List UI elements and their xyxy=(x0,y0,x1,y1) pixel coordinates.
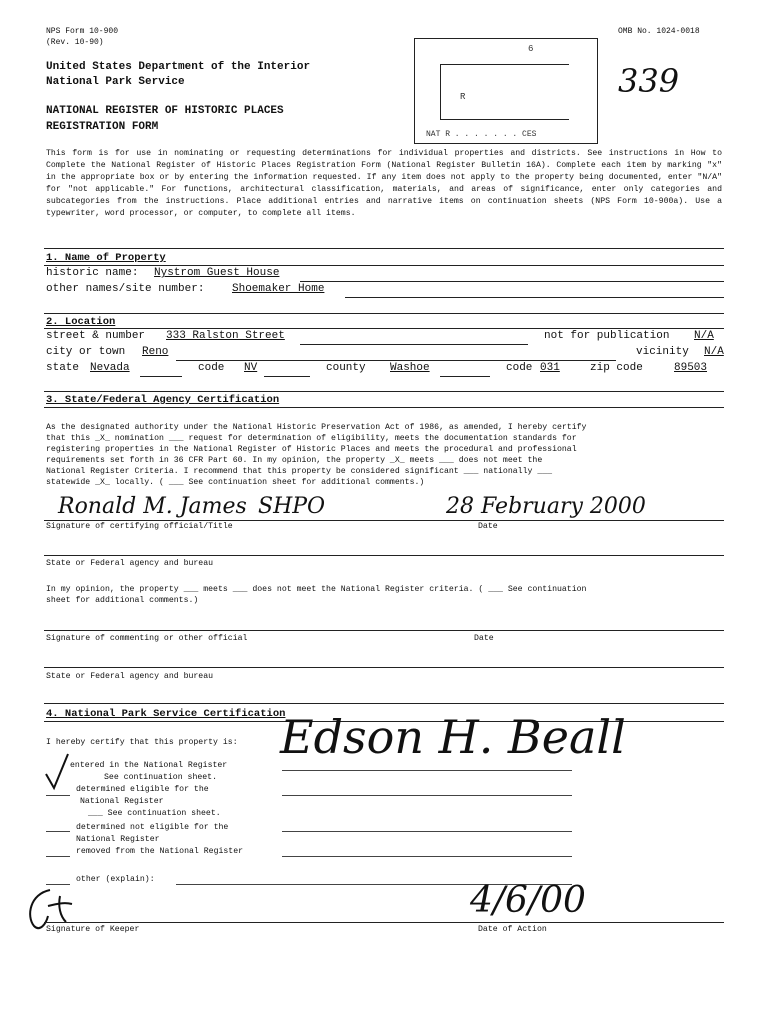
option-eligible-register: National Register xyxy=(80,797,164,806)
certification-line-3: registering properties in the National Register of Historic Places and meets the procedural and professional xyxy=(46,445,577,454)
stamp-bottom-text: NAT R . . . . . . . CES xyxy=(426,130,537,139)
agency-department: United States Department of the Interior xyxy=(46,61,311,73)
instructions-paragraph: This form is for use in nominating or requesting determinations for individual properties and districts. See instructions in How to Complete the National Register of Historic Places Registration Form (National Register Bulletin 16A). Complete each item by marking "x" in the appropriate box or by entering the information requested. If any item does not apply to the property being documented, enter "N/A" for "not applicable." For functions, architectural classification, materials, and areas of significance, enter only categories and subcategories from the instructions. Place additional entries and narrative items on continuation sheets (NPS Form 10-900a). Use a typewriter, word processor, or computer, to complete all items. xyxy=(46,149,722,218)
form-revision: (Rev. 10-90) xyxy=(46,38,104,47)
city-value[interactable]: Reno xyxy=(142,346,169,358)
county-code-value[interactable]: 031 xyxy=(540,362,560,374)
commenting-official-label: Signature of commenting or other official xyxy=(46,634,248,643)
opinion-line-2: sheet for additional comments.) xyxy=(46,596,199,605)
historic-name-value[interactable]: Nystrom Guest House xyxy=(154,267,280,279)
zip-value[interactable]: 89503 xyxy=(674,362,708,374)
county-code-label: code xyxy=(506,362,533,374)
certification-line-6: statewide _X_ locally. ( ___ See continuation sheet for additional comments.) xyxy=(46,478,425,487)
option-eligible-continuation: ___ See continuation sheet. xyxy=(88,809,221,818)
keeper-signature: Edson H. Beall xyxy=(280,710,626,764)
option-eligible: determined eligible for the xyxy=(76,785,209,794)
state-value[interactable]: Nevada xyxy=(90,362,130,374)
form-title: NATIONAL REGISTER OF HISTORIC PLACES xyxy=(46,105,284,117)
state-code-value[interactable]: NV xyxy=(244,362,258,374)
historic-name-label: historic name: xyxy=(46,267,139,279)
vicinity-value[interactable]: N/A xyxy=(704,346,724,358)
commenting-date-label: Date xyxy=(474,634,494,643)
nps-certify-text: I hereby certify that this property is: xyxy=(46,738,238,747)
date-of-action-label: Date of Action xyxy=(478,925,547,934)
stamp-top-text: 6 xyxy=(528,44,534,54)
city-label: city or town xyxy=(46,346,126,358)
option-other: other (explain): xyxy=(76,875,155,884)
date-of-action-value: 4/6/00 xyxy=(470,880,586,921)
section4-heading: 4. National Park Service Certification xyxy=(46,708,286,720)
section1-heading: 1. Name of Property xyxy=(46,252,166,264)
other-names-value[interactable]: Shoemaker Home xyxy=(232,283,325,295)
option-not-eligible-register: National Register xyxy=(76,835,160,844)
option-entered: entered in the National Register xyxy=(70,761,228,770)
section3-heading: 3. State/Federal Agency Certification xyxy=(46,394,280,406)
county-value[interactable]: Washoe xyxy=(390,362,430,374)
certification-line-4: requirements set forth in 36 CFR Part 60. In my opinion, the property _X_ meets ___ does not meet the xyxy=(46,456,543,465)
certification-line-5: National Register Criteria. I recommend that this property be considered significant ___ nationally ___ xyxy=(46,467,553,476)
certifying-official-signature: Ronald M. James xyxy=(58,494,247,519)
state-agency-label: State or Federal agency and bureau xyxy=(46,559,214,568)
not-for-publication-value[interactable]: N/A xyxy=(694,330,714,342)
stamp-mid-text: R xyxy=(460,92,466,102)
agency-service: National Park Service xyxy=(46,76,185,88)
section2-heading: 2. Location xyxy=(46,316,116,328)
not-for-publication-label: not for publication xyxy=(544,330,670,342)
certifying-signature-label: Signature of certifying official/Title xyxy=(46,522,233,531)
street-value[interactable]: 333 Ralston Street xyxy=(166,330,285,342)
street-label: street & number xyxy=(46,330,146,342)
other-agency-label: State or Federal agency and bureau xyxy=(46,672,214,681)
certification-line-1: As the designated authority under the National Historic Preservation Act of 1986, as amended, I hereby certify xyxy=(46,423,587,432)
handwritten-number: 339 xyxy=(618,62,680,100)
option-removed: removed from the National Register xyxy=(76,847,244,856)
omb-number: OMB No. 1024-0018 xyxy=(618,27,700,36)
option-not-eligible: determined not eligible for the xyxy=(76,823,229,832)
county-label: county xyxy=(326,362,366,374)
form-subtitle: REGISTRATION FORM xyxy=(46,121,159,133)
option-entered-continuation: See continuation sheet. xyxy=(104,773,218,782)
state-code-label: code xyxy=(198,362,225,374)
certifying-official-title: SHPO xyxy=(258,494,326,519)
other-names-label: other names/site number: xyxy=(46,283,205,295)
vicinity-label: vicinity xyxy=(636,346,689,358)
certification-date-label: Date xyxy=(478,522,498,531)
certification-date: 28 February 2000 xyxy=(446,494,646,519)
opinion-line-1: In my opinion, the property ___ meets ___ does not meet the National Register criteria. ( ___ See continuation xyxy=(46,585,587,594)
checkmark-icon xyxy=(44,752,70,792)
zip-label: zip code xyxy=(590,362,643,374)
certification-line-2: that this _X_ nomination ___ request for determination of eligibility, meets the documentation standards for xyxy=(46,434,577,443)
form-number: NPS Form 10-900 xyxy=(46,27,119,36)
state-label: state xyxy=(46,362,80,374)
keeper-signature-label: Signature of Keeper xyxy=(46,925,140,934)
